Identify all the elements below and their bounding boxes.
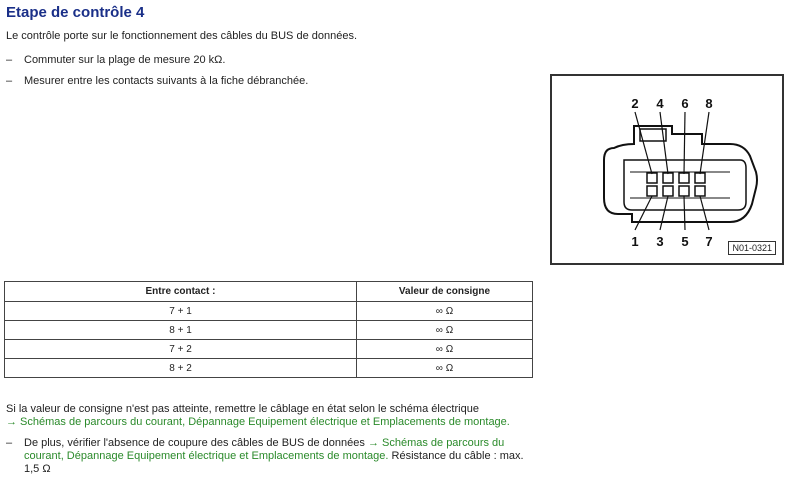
connector-figure <box>550 74 784 265</box>
pin-cavity <box>695 186 705 196</box>
page-title: Etape de contrôle 4 <box>6 4 145 21</box>
pin-label: 5 <box>681 234 689 249</box>
pin-cavity <box>647 173 657 183</box>
pin-label: 1 <box>631 234 639 249</box>
pin-label: 7 <box>705 234 713 249</box>
step-item <box>6 437 531 476</box>
pin-cavity <box>663 173 673 183</box>
pin-cavity <box>647 186 657 196</box>
table-cell: ∞ Ω <box>357 340 533 359</box>
pin-label: 4 <box>656 96 664 111</box>
column-header: Entre contact : <box>5 282 357 302</box>
step-dash: – <box>6 75 13 87</box>
table-row <box>5 340 533 359</box>
table-cell: ∞ Ω <box>357 321 533 340</box>
pin-cavity <box>663 186 673 196</box>
note-text: Si la valeur de consigne n'est pas atteinte, remettre le câblage en état selon le schéma électrique <box>6 403 479 415</box>
table-cell: ∞ Ω <box>357 359 533 378</box>
step-text: Mesurer entre les contacts suivants à la fiche débranchée. <box>24 75 309 87</box>
note-paragraph <box>6 403 526 429</box>
pin-label: 6 <box>681 96 689 111</box>
step-item <box>6 54 225 66</box>
cable-resistance-text: Résistance du câble : max. 1,5 Ω <box>24 450 524 475</box>
note2-paragraph <box>24 437 531 476</box>
table-cell: 7 + 1 <box>5 302 357 321</box>
intro-text: Le contrôle porte sur le fonctionnement des câbles du BUS de données. <box>6 30 358 42</box>
step-item <box>6 75 308 87</box>
table-cell: 7 + 2 <box>5 340 357 359</box>
step-dash: – <box>6 437 13 449</box>
wiring-diagram-link[interactable]: → Schémas de parcours du courant, Dépannage Equipement électrique et Emplacements de montage. <box>24 437 505 462</box>
table-header-row <box>5 282 533 302</box>
table-row <box>5 302 533 321</box>
column-header: Valeur de consigne <box>357 282 533 302</box>
pin-label: 2 <box>631 96 639 111</box>
pin-label: 8 <box>705 96 713 111</box>
step-dash: – <box>6 54 13 66</box>
table-cell: ∞ Ω <box>357 302 533 321</box>
step-text: Commuter sur la plage de mesure 20 kΩ. <box>24 54 226 66</box>
note2-text: De plus, vérifier l'absence de coupure des câbles de BUS de données <box>24 437 365 449</box>
pin-cavity <box>679 173 689 183</box>
table-row <box>5 321 533 340</box>
pin-label: 3 <box>656 234 664 249</box>
pin-cavity <box>695 173 705 183</box>
pin-cavity <box>679 186 689 196</box>
connector-diagram <box>552 76 782 263</box>
table-row <box>5 359 533 378</box>
table-cell: 8 + 1 <box>5 321 357 340</box>
wiring-diagram-link[interactable]: → Schémas de parcours du courant, Dépannage Equipement électrique et Emplacements de montage. <box>6 416 510 428</box>
contacts-table <box>4 281 533 378</box>
table-cell: 8 + 2 <box>5 359 357 378</box>
figure-reference: N01-0321 <box>728 241 776 255</box>
